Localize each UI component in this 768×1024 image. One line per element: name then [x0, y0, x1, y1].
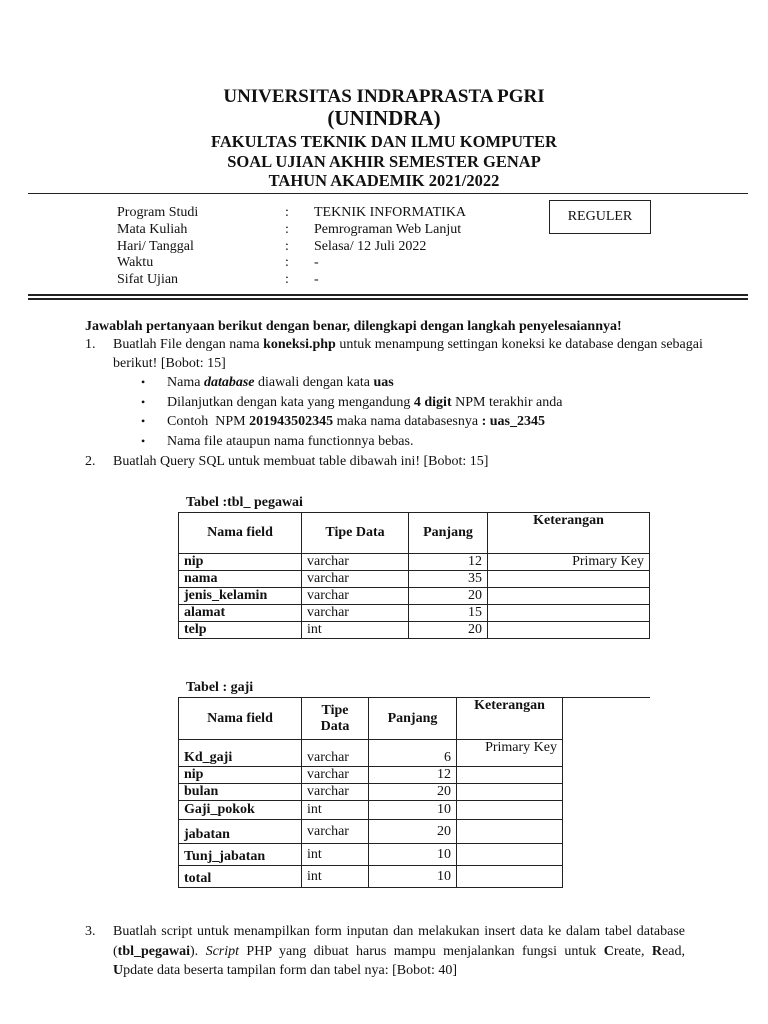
cell-note: Primary Key	[488, 554, 650, 571]
cell-type: varchar	[302, 740, 369, 767]
cell-type: varchar	[302, 571, 409, 588]
bullet-emphasis: database	[203, 375, 255, 390]
table-pegawai	[178, 512, 650, 639]
cell-type: int	[302, 622, 409, 639]
bullet-bold: uas	[373, 375, 394, 390]
cell-length: 15	[409, 605, 488, 622]
cell-field: nip	[179, 767, 302, 784]
table-row	[179, 784, 563, 801]
bullet-bold: : uas_2345	[481, 414, 545, 429]
info-value: -	[314, 255, 319, 271]
cell-length: 10	[369, 866, 457, 888]
cell-field: jenis_kelamin	[179, 588, 302, 605]
bullet-icon: •	[141, 394, 146, 409]
cell-type: varchar	[302, 784, 369, 801]
faculty-title: FAKULTAS TEKNIK DAN ILMU KOMPUTER	[211, 132, 557, 151]
bullet-text: Nama	[167, 375, 204, 390]
bullet-text: Dilanjutkan dengan kata yang mengandung	[167, 394, 414, 410]
info-colon: :	[285, 221, 289, 237]
cell-length: 35	[409, 571, 488, 588]
column-header: Nama field	[179, 698, 302, 740]
info-divider-bottom	[28, 298, 748, 300]
column-header: Nama field	[179, 513, 302, 554]
cell-note	[457, 784, 563, 801]
cell-length: 10	[369, 844, 457, 866]
info-label: Program Studi	[117, 205, 199, 220]
university-abbr: (UNINDRA)	[327, 106, 441, 130]
cell-note	[457, 767, 563, 784]
info-value: Selasa/ 12 Juli 2022	[314, 238, 427, 254]
table-header-row	[179, 698, 563, 740]
cell-length: 20	[409, 588, 488, 605]
q3-text: reate,	[613, 943, 652, 959]
info-colon: :	[285, 272, 289, 288]
info-colon: :	[285, 205, 289, 220]
cell-field: nip	[179, 554, 302, 571]
question-number: 3.	[85, 924, 96, 939]
info-colon: :	[285, 238, 289, 254]
question-2	[85, 452, 685, 472]
info-divider-top	[28, 294, 748, 296]
cell-field: alamat	[179, 605, 302, 622]
info-label: Waktu	[117, 255, 154, 271]
cell-field: Kd_gaji	[179, 740, 302, 767]
cell-type: varchar	[302, 767, 369, 784]
q3-bold-letter: C	[603, 943, 614, 959]
info-value: -	[314, 272, 319, 288]
cell-note	[457, 801, 563, 820]
table-row	[179, 820, 563, 844]
info-value: TEKNIK INFORMATIKA	[314, 205, 467, 220]
q3-text: pdate data beserta tampilan form dan tabel nya: [Bobot: 40]	[123, 963, 458, 978]
info-colon: :	[285, 255, 289, 271]
table-gaji	[178, 697, 563, 888]
question-text: Buatlah Query SQL untuk membuat table dibawah ini! [Bobot: 15]	[113, 454, 489, 469]
academic-year: TAHUN AKADEMIK 2021/2022	[268, 171, 500, 190]
cell-length: 20	[369, 784, 457, 801]
cell-length: 20	[369, 820, 457, 844]
cell-length: 20	[409, 622, 488, 639]
cell-note	[457, 820, 563, 844]
table-row	[179, 622, 650, 639]
column-header: Tipe Data	[302, 698, 369, 740]
column-header: Panjang	[369, 698, 457, 740]
question-number: 2.	[85, 454, 96, 469]
table-row	[179, 554, 650, 571]
table-caption: Tabel : gaji	[186, 680, 254, 695]
q1-text-a: Buatlah File dengan nama	[113, 337, 264, 352]
table-row	[179, 571, 650, 588]
q1-text-b: untuk menampung settingan koneksi ke database dengan sebagai berikut! [Bobot: 15]	[113, 337, 703, 371]
cell-length: 12	[409, 554, 488, 571]
question-number: 1.	[85, 337, 96, 352]
bullet-text: NPM terakhir anda	[451, 394, 563, 410]
q3-bold-letter: U	[113, 963, 124, 978]
q3-text: Buatlah script untuk menampilkan form inputan dan melakukan insert data ke dalam tabel database (	[113, 924, 685, 959]
cell-note: Primary Key	[457, 740, 563, 767]
bullet-text: maka nama databasesnya	[333, 414, 482, 429]
reguler-badge: REGULER	[549, 200, 651, 234]
q3-text: PHP yang dibuat harus mampu menjalankan fungsi untuk	[239, 943, 604, 959]
q1-filename: koneksi.php	[263, 337, 336, 352]
table-row	[179, 767, 563, 784]
bullet-bold: 201943502345	[249, 414, 334, 429]
cell-field: Tunj_jabatan	[179, 844, 302, 866]
question-text	[113, 335, 705, 373]
q3-bold-letter: R	[651, 943, 663, 959]
table-caption: Tabel :tbl_ pegawai	[186, 495, 303, 510]
column-header: Panjang	[409, 513, 488, 554]
table-row	[179, 844, 563, 866]
bullet-bold: 4 digit	[413, 394, 452, 410]
column-header: Keterangan	[488, 513, 650, 554]
cell-field: telp	[179, 622, 302, 639]
table-row	[179, 605, 650, 622]
cell-length: 10	[369, 801, 457, 820]
cell-type: int	[302, 844, 369, 866]
cell-field: Gaji_pokok	[179, 801, 302, 820]
q3-text: ).	[190, 943, 206, 959]
cell-field: total	[179, 866, 302, 888]
cell-type: int	[302, 801, 369, 820]
cell-note	[488, 622, 650, 639]
cell-type: varchar	[302, 605, 409, 622]
table-row	[179, 866, 563, 888]
table-row	[179, 588, 650, 605]
exam-title: SOAL UJIAN AKHIR SEMESTER GENAP	[227, 152, 541, 171]
bullet-icon: •	[141, 375, 146, 389]
header-divider	[28, 193, 748, 194]
cell-length: 6	[369, 740, 457, 767]
cell-type: varchar	[302, 588, 409, 605]
q3-text: ead,	[662, 943, 685, 959]
cell-type: varchar	[302, 554, 409, 571]
bullet-text: Contoh NPM	[167, 414, 250, 429]
university-title: UNIVERSITAS INDRAPRASTA PGRI	[223, 86, 545, 107]
cell-note	[488, 605, 650, 622]
cell-note	[488, 571, 650, 588]
instruction: Jawablah pertanyaan berikut dengan benar, dilengkapi dengan langkah penyelesaiannya!	[85, 319, 622, 334]
question-1	[85, 335, 703, 375]
cell-length: 12	[369, 767, 457, 784]
bullet-text: diawali dengan kata	[254, 375, 374, 390]
table-row	[179, 801, 563, 820]
q3-italic: Script	[205, 943, 240, 959]
table-row	[179, 740, 563, 767]
cell-note	[488, 588, 650, 605]
column-header: Keterangan	[457, 698, 563, 740]
q3-table-name: tbl_pegawai	[117, 943, 191, 959]
info-label: Sifat Ujian	[117, 272, 179, 288]
bullet-icon: •	[141, 414, 146, 428]
info-value: Pemrograman Web Lanjut	[314, 221, 462, 237]
bullet-text: Nama file ataupun nama functionnya bebas.	[167, 433, 414, 449]
cell-field: bulan	[179, 784, 302, 801]
cell-note	[457, 844, 563, 866]
cell-type: varchar	[302, 820, 369, 844]
info-label: Mata Kuliah	[117, 221, 188, 237]
cell-field: jabatan	[179, 820, 302, 844]
table-header-row	[179, 513, 650, 554]
cell-note	[457, 866, 563, 888]
bullet-icon: •	[141, 433, 146, 448]
cell-type: int	[302, 866, 369, 888]
cell-field: nama	[179, 571, 302, 588]
question-text	[113, 922, 685, 981]
column-header: Tipe Data	[302, 513, 409, 554]
info-label: Hari/ Tanggal	[117, 238, 194, 254]
